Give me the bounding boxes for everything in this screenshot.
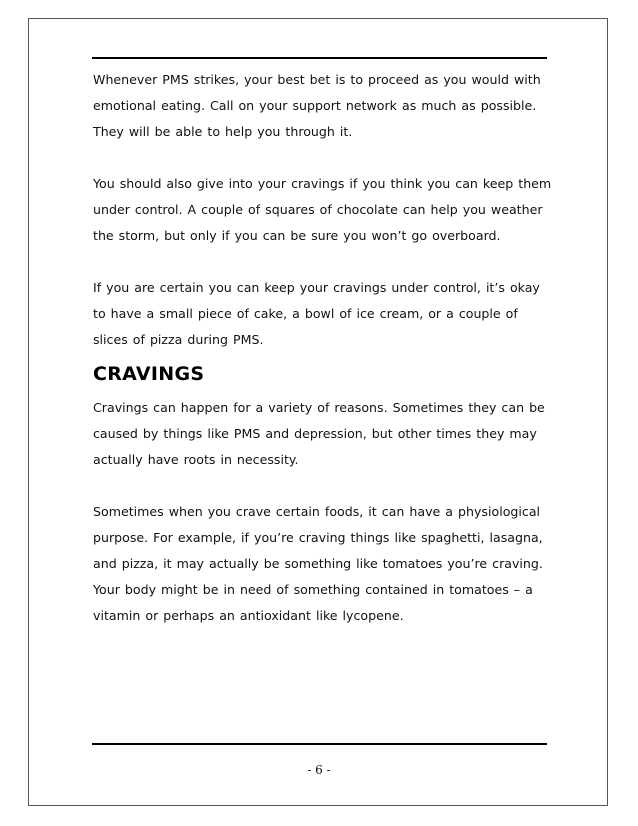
page-content [93,67,553,655]
footer-rule [92,743,547,745]
paragraph-physiological-purpose: Sometimes when you crave certain foods, it can have a physiological purpose. For example, if you’re craving things like spaghetti, lasagna, and pizza, it may actually be something like tomatoes you’re craving. Your body might be in need of something contained in tomatoes – a vitamin or perhaps an antioxidant like lycopene. [93,504,543,623]
paragraph-give-into-cravings: You should also give into your cravings if you think you can keep them under control. A couple of squares of chocolate can help you weather the storm, but only if you can be sure you won’t go overboard. [93,176,552,243]
paragraph-cravings-under-control: If you are certain you can keep your cravings under control, it’s okay to have a small piece of cake, a bowl of ice cream, or a couple of slices of pizza during PMS. [93,280,540,347]
section-heading-cravings: CRAVINGS [93,363,205,385]
paragraph-cravings-reasons: Cravings can happen for a variety of reasons. Sometimes they can be caused by things like PMS and depression, but other times they may actually have roots in necessity. [93,400,545,467]
paragraph-pms-strikes: Whenever PMS strikes, your best bet is to proceed as you would with emotional eating. Call on your support network as much as possible. They will be able to help you through it. [93,72,541,139]
page-number: - 6 - [307,763,331,777]
header-rule [92,57,547,59]
